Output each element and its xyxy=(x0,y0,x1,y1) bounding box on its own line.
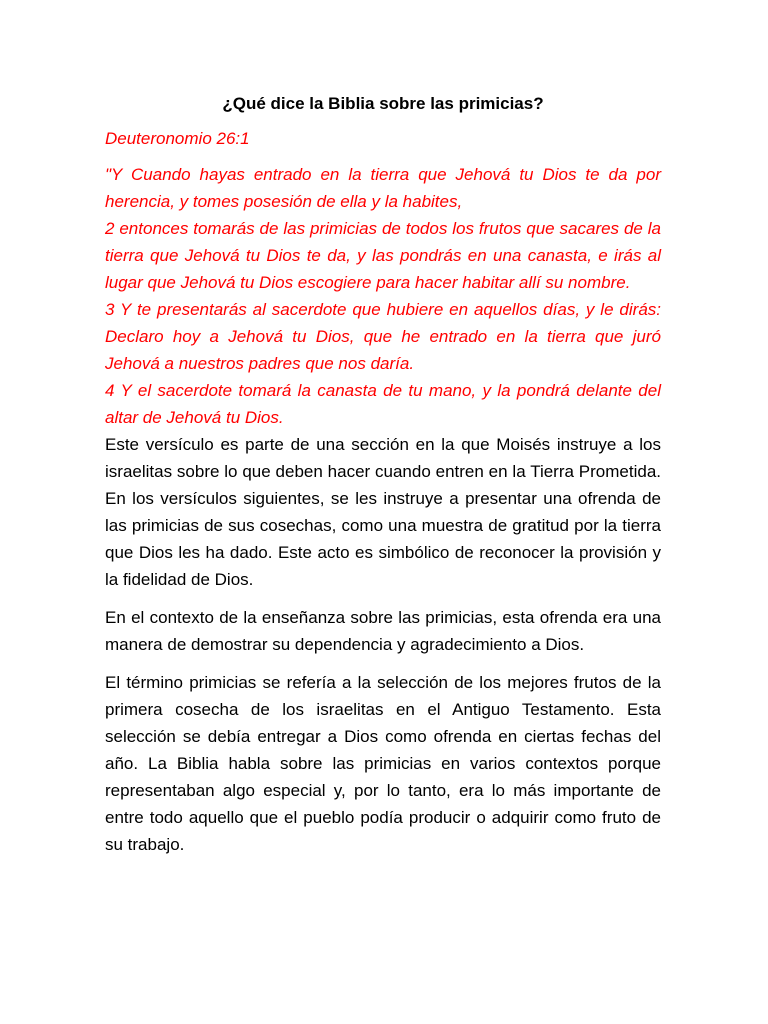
document-title: ¿Qué dice la Biblia sobre las primicias? xyxy=(222,94,544,113)
document-page xyxy=(105,92,661,869)
verse-2: 2 entonces tomarás de las primicias de todos los frutos que sacares de la tierra que Jehová tu Dios te da, y las pondrás en una canasta, e irás al lugar que Jehová tu Dios escogiere para hacer habitar allí su nombre. xyxy=(105,219,661,292)
scripture-passage xyxy=(105,161,661,431)
verse-3: 3 Y te presentarás al sacerdote que hubiere en aquellos días, y le dirás: Declaro hoy a Jehová tu Dios, que he entrado en la tierra que juró Jehová a nuestros padres que nos daría. xyxy=(105,300,661,373)
scripture-reference: Deuteronomio 26:1 xyxy=(105,129,250,148)
verse-1: "Y Cuando hayas entrado en la tierra que Jehová tu Dios te da por herencia, y tomes posesión de ella y la habites, xyxy=(105,165,661,211)
paragraph-definition: El término primicias se refería a la selección de los mejores frutos de la primera cosecha de los israelitas en el Antiguo Testamento. Esta selección se debía entregar a Dios como ofrenda en ciertas fechas del año. La Biblia habla sobre las primicias en varios contextos porque representaban algo especial y, por lo tanto, era lo más importante de entre todo aquello que el pueblo podía producir o adquirir como fruto de su trabajo. xyxy=(105,673,661,854)
verse-4: 4 Y el sacerdote tomará la canasta de tu mano, y la pondrá delante del altar de Jehová tu Dios. xyxy=(105,381,661,427)
paragraph-context: Este versículo es parte de una sección en la que Moisés instruye a los israelitas sobre lo que deben hacer cuando entren en la Tierra Prometida. En los versículos siguientes, se les instruye a presentar una ofrenda de las primicias de sus cosechas, como una muestra de gratitud por la tierra que Dios les ha dado. Este acto es simbólico de reconocer la provisión y la fidelidad de Dios. xyxy=(105,435,661,589)
paragraph-offering: En el contexto de la enseñanza sobre las primicias, esta ofrenda era una manera de demostrar su dependencia y agradecimiento a Dios. xyxy=(105,608,661,654)
